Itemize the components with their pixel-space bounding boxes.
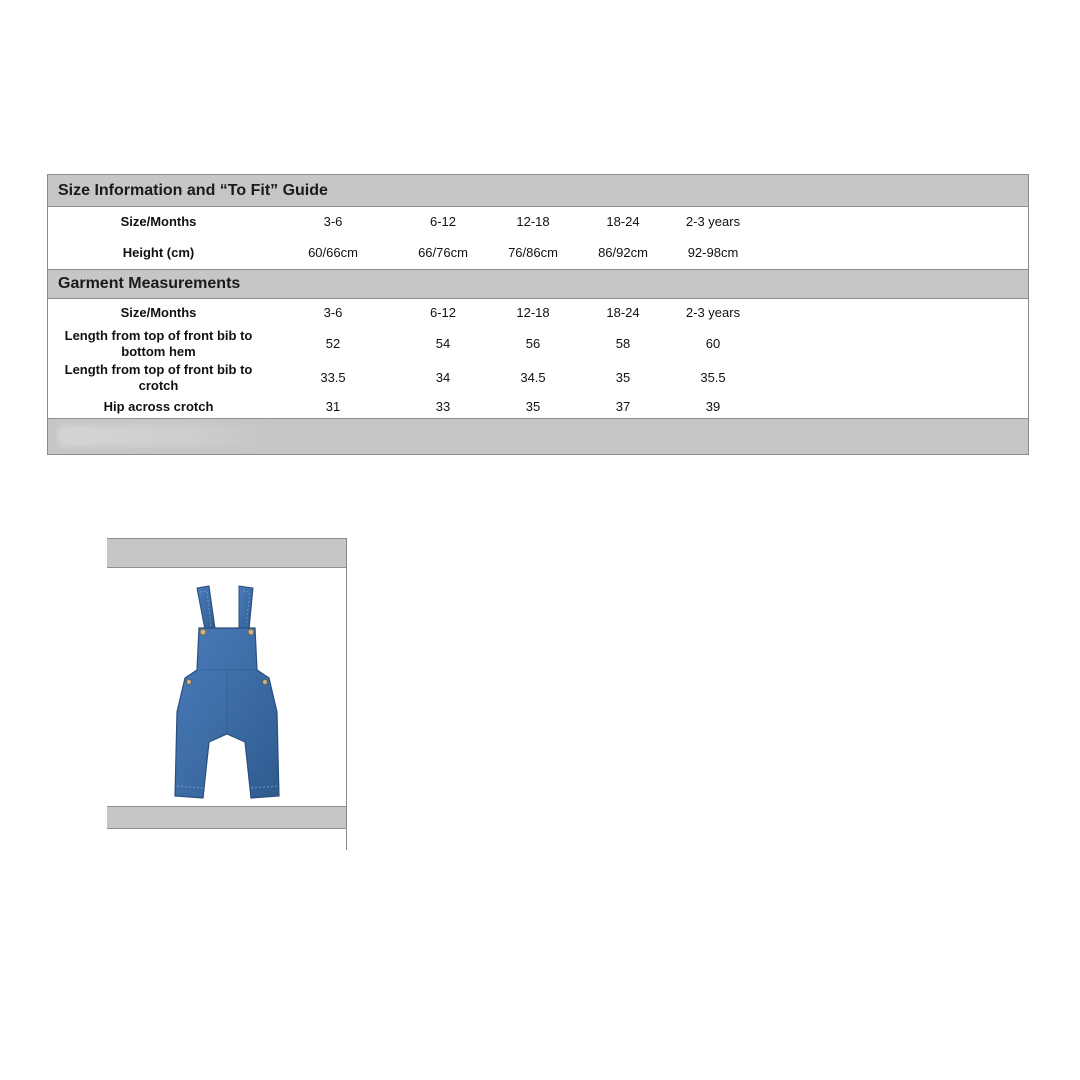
table-cell: 33.5 [320,370,346,385]
table-cell: 35.5 [700,370,726,385]
table-row [48,208,1028,235]
table-cell: 35 [525,399,541,414]
table-cell: 54 [435,336,451,351]
table-cell: 6-12 [429,305,457,320]
blurred-footer-text [58,425,268,447]
table-cell: 76/86cm [508,245,558,260]
table-cell: 34.5 [520,370,546,385]
table-cell: 58 [615,336,631,351]
table-cell: 35 [615,370,631,385]
table-row [48,327,1028,361]
table-row [48,361,1028,395]
table-cell: 31 [325,399,341,414]
table-cell: 37 [615,399,631,414]
row-label: Length from top of front bib to crotch [64,362,253,393]
row-label: Height (cm) [122,245,195,260]
table-cell: 6-12 [429,213,457,229]
table-cell: 18-24 [606,213,640,229]
table-cell: 2-3 years [685,213,741,229]
garment-measurements-title: Garment Measurements [58,275,241,292]
table-footer-band [48,418,1028,455]
card-footer-band [107,806,346,829]
table-cell: 60 [705,336,721,351]
table-cell: 56 [525,336,541,351]
denim-dungarees-icon [169,582,285,802]
size-guide-table [47,174,1029,455]
table-cell: 2-3 years [685,305,741,320]
table-row [48,300,1028,326]
size-info-header [48,174,1028,207]
table-cell: 12-18 [516,305,550,320]
table-cell: 3-6 [323,305,343,320]
product-image-card [107,538,347,850]
table-cell: 34 [435,370,451,385]
table-cell: 66/76cm [418,245,468,260]
row-label: Size/Months [120,305,197,320]
row-label: Length from top of front bib to bottom hem [64,328,253,359]
table-cell: 60/66cm [308,245,358,260]
garment-measurements-header [48,269,1028,299]
card-header-band [107,538,346,568]
table-cell: 86/92cm [598,245,648,260]
table-cell: 39 [705,399,721,414]
table-cell: 33 [435,399,451,414]
size-info-title: Size Information and “To Fit” Guide [58,181,328,199]
table-cell: 92-98cm [687,245,739,260]
row-label: Size/Months [120,213,197,229]
table-cell: 3-6 [323,213,343,229]
table-cell: 18-24 [606,305,640,320]
table-cell: 12-18 [516,213,550,229]
table-cell: 52 [325,336,341,351]
table-row [48,396,1028,418]
table-row [48,238,1028,268]
row-label: Hip across crotch [103,399,214,414]
